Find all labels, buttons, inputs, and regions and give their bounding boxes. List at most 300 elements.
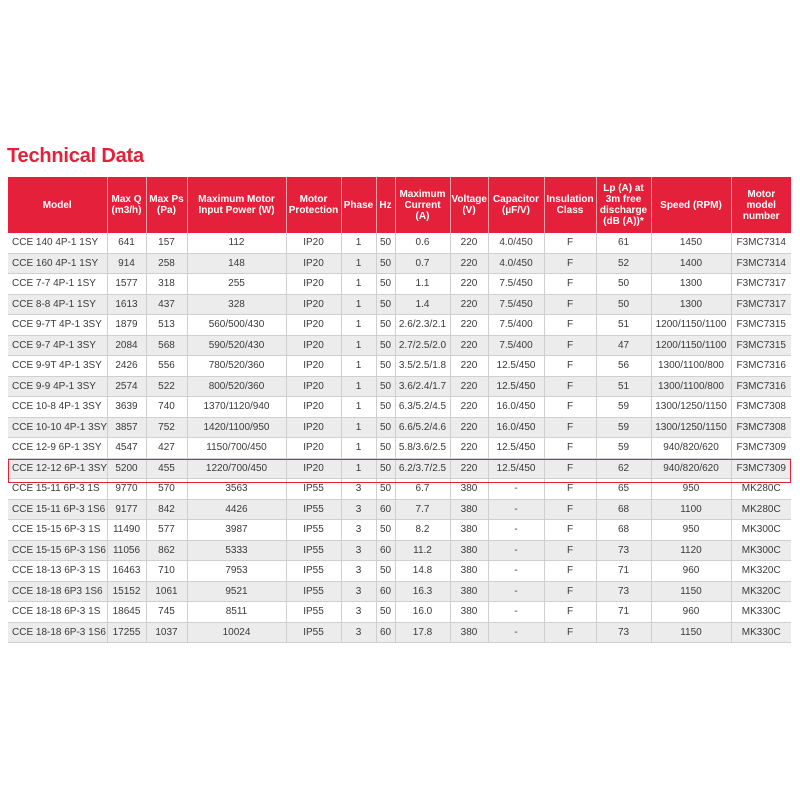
table-cell: 2574	[107, 376, 146, 397]
table-cell: MK320C	[731, 561, 791, 582]
table-cell: 9521	[187, 581, 286, 602]
table-cell: 380	[450, 540, 488, 561]
column-header: Voltage (V)	[450, 177, 488, 233]
table-cell: IP20	[286, 294, 341, 315]
table-cell: -	[488, 602, 544, 623]
table-cell: 1150	[651, 581, 731, 602]
table-cell: 380	[450, 479, 488, 500]
model-cell: CCE 18-18 6P3 1S6	[8, 581, 107, 602]
table-cell: IP20	[286, 458, 341, 479]
table-cell: 50	[376, 438, 395, 459]
table-cell: F3MC7316	[731, 356, 791, 377]
table-cell: 3639	[107, 397, 146, 418]
table-cell: 1577	[107, 274, 146, 295]
table-cell: 51	[596, 315, 651, 336]
table-cell: 570	[146, 479, 187, 500]
table-cell: 50	[376, 417, 395, 438]
model-cell: CCE 15-15 6P-3 1S6	[8, 540, 107, 561]
table-cell: 61	[596, 233, 651, 253]
table-cell: 1120	[651, 540, 731, 561]
table-cell: 68	[596, 520, 651, 541]
table-row	[8, 335, 791, 356]
table-cell: 8.2	[395, 520, 450, 541]
model-cell: CCE 9-9T 4P-1 3SY	[8, 356, 107, 377]
table-cell: 220	[450, 315, 488, 336]
column-header: Model	[8, 177, 107, 233]
column-header: Lp (A) at 3m free discharge (dB (A))*	[596, 177, 651, 233]
table-cell: 16.0/450	[488, 397, 544, 418]
table-cell: 513	[146, 315, 187, 336]
model-cell: CCE 7-7 4P-1 1SY	[8, 274, 107, 295]
table-cell: -	[488, 540, 544, 561]
table-cell: F3MC7309	[731, 458, 791, 479]
table-cell: 800/520/360	[187, 376, 286, 397]
table-cell: 380	[450, 581, 488, 602]
table-cell: 556	[146, 356, 187, 377]
table-cell: 50	[376, 479, 395, 500]
table-cell: 71	[596, 602, 651, 623]
table-cell: 8511	[187, 602, 286, 623]
table-cell: 6.7	[395, 479, 450, 500]
table-cell: 940/820/620	[651, 438, 731, 459]
table-cell: F3MC7314	[731, 253, 791, 274]
table-cell: 842	[146, 499, 187, 520]
column-header: Max Ps (Pa)	[146, 177, 187, 233]
table-cell: F3MC7308	[731, 397, 791, 418]
table-cell: 47	[596, 335, 651, 356]
table-cell: 380	[450, 622, 488, 643]
table-cell: 3.6/2.4/1.7	[395, 376, 450, 397]
table-cell: 1300	[651, 274, 731, 295]
table-cell: 16.0/450	[488, 417, 544, 438]
table-cell: 11490	[107, 520, 146, 541]
model-cell: CCE 12-9 6P-1 3SY	[8, 438, 107, 459]
table-cell: 1400	[651, 253, 731, 274]
table-cell: F	[544, 622, 596, 643]
table-cell: 220	[450, 356, 488, 377]
table-cell: 11056	[107, 540, 146, 561]
table-cell: 15152	[107, 581, 146, 602]
table-cell: F	[544, 294, 596, 315]
table-cell: IP55	[286, 581, 341, 602]
table-cell: 59	[596, 438, 651, 459]
table-cell: 3857	[107, 417, 146, 438]
page-title: Technical Data	[7, 145, 144, 167]
column-header: Motor Protection	[286, 177, 341, 233]
model-cell: CCE 8-8 4P-1 1SY	[8, 294, 107, 315]
table-cell: F	[544, 438, 596, 459]
table-cell: IP55	[286, 479, 341, 500]
table-cell: 318	[146, 274, 187, 295]
table-cell: IP55	[286, 540, 341, 561]
table-cell: 50	[376, 520, 395, 541]
table-cell: MK280C	[731, 499, 791, 520]
table-cell: F	[544, 602, 596, 623]
table-cell: 455	[146, 458, 187, 479]
table-cell: 1	[341, 356, 376, 377]
table-cell: MK330C	[731, 602, 791, 623]
table-cell: 50	[376, 561, 395, 582]
table-cell: MK300C	[731, 520, 791, 541]
model-cell: CCE 9-7 4P-1 3SY	[8, 335, 107, 356]
table-cell: 17255	[107, 622, 146, 643]
table-cell: F	[544, 376, 596, 397]
table-cell: 56	[596, 356, 651, 377]
table-cell: -	[488, 581, 544, 602]
table-cell: 14.8	[395, 561, 450, 582]
table-row	[8, 253, 791, 274]
table-cell: F3MC7316	[731, 376, 791, 397]
table-cell: 73	[596, 540, 651, 561]
table-cell: F	[544, 581, 596, 602]
model-cell: CCE 12-12 6P-1 3SY	[8, 458, 107, 479]
column-header: Phase	[341, 177, 376, 233]
model-cell: CCE 10-8 4P-1 3SY	[8, 397, 107, 418]
table-cell: 1	[341, 294, 376, 315]
table-cell: 1220/700/450	[187, 458, 286, 479]
table-cell: 220	[450, 376, 488, 397]
table-cell: 9177	[107, 499, 146, 520]
table-row	[8, 315, 791, 336]
table-row	[8, 581, 791, 602]
table-cell: MK300C	[731, 540, 791, 561]
table-cell: 220	[450, 253, 488, 274]
table-cell: 0.6	[395, 233, 450, 253]
table-cell: 3	[341, 581, 376, 602]
table-cell: 1200/1150/1100	[651, 315, 731, 336]
table-cell: 560/500/430	[187, 315, 286, 336]
table-cell: 380	[450, 499, 488, 520]
table-cell: 220	[450, 417, 488, 438]
table-cell: 51	[596, 376, 651, 397]
table-cell: 950	[651, 520, 731, 541]
table-cell: 16463	[107, 561, 146, 582]
table-cell: 1200/1150/1100	[651, 335, 731, 356]
table-cell: 50	[376, 294, 395, 315]
table-cell: F3MC7317	[731, 294, 791, 315]
table-cell: 522	[146, 376, 187, 397]
column-header: Max Q (m3/h)	[107, 177, 146, 233]
table-cell: F	[544, 458, 596, 479]
table-cell: 220	[450, 294, 488, 315]
table-cell: 6.3/5.2/4.5	[395, 397, 450, 418]
table-cell: 50	[376, 253, 395, 274]
table-cell: 2426	[107, 356, 146, 377]
table-cell: 50	[376, 397, 395, 418]
column-header: Hz	[376, 177, 395, 233]
table-body	[8, 233, 791, 643]
table-cell: 60	[376, 499, 395, 520]
table-cell: IP55	[286, 520, 341, 541]
column-header: Maximum Motor Input Power (W)	[187, 177, 286, 233]
table-cell: IP20	[286, 315, 341, 336]
table-cell: 3.5/2.5/1.8	[395, 356, 450, 377]
table-cell: F	[544, 397, 596, 418]
table-cell: 0.7	[395, 253, 450, 274]
model-cell: CCE 15-11 6P-3 1S6	[8, 499, 107, 520]
table-cell: IP20	[286, 417, 341, 438]
table-cell: 1879	[107, 315, 146, 336]
table-cell: 5.8/3.6/2.5	[395, 438, 450, 459]
table-cell: 220	[450, 397, 488, 418]
table-row	[8, 376, 791, 397]
table-cell: 1450	[651, 233, 731, 253]
column-header: Speed (RPM)	[651, 177, 731, 233]
table-cell: 148	[187, 253, 286, 274]
table-cell: IP55	[286, 499, 341, 520]
table-cell: 1	[341, 397, 376, 418]
table-cell: F3MC7309	[731, 438, 791, 459]
table-cell: 12.5/450	[488, 356, 544, 377]
table-row	[8, 499, 791, 520]
model-cell: CCE 15-15 6P-3 1S	[8, 520, 107, 541]
table-cell: 60	[376, 540, 395, 561]
table-cell: 6.2/3.7/2.5	[395, 458, 450, 479]
table-cell: 862	[146, 540, 187, 561]
table-cell: 1300/1100/800	[651, 356, 731, 377]
table-cell: 3	[341, 479, 376, 500]
table-cell: -	[488, 520, 544, 541]
table-cell: 1	[341, 376, 376, 397]
table-cell: 577	[146, 520, 187, 541]
model-cell: CCE 15-11 6P-3 1S	[8, 479, 107, 500]
table-cell: 960	[651, 602, 731, 623]
table-cell: IP55	[286, 622, 341, 643]
table-cell: F3MC7308	[731, 417, 791, 438]
table-cell: IP20	[286, 274, 341, 295]
table-cell: 590/520/430	[187, 335, 286, 356]
table-cell: 18645	[107, 602, 146, 623]
table-cell: 73	[596, 622, 651, 643]
table-cell: 59	[596, 417, 651, 438]
table-cell: 9770	[107, 479, 146, 500]
table-cell: IP55	[286, 561, 341, 582]
table-row	[8, 540, 791, 561]
table-cell: F	[544, 520, 596, 541]
table-row	[8, 602, 791, 623]
table-cell: 220	[450, 458, 488, 479]
table-cell: 1100	[651, 499, 731, 520]
table-cell: 220	[450, 274, 488, 295]
table-cell: 1	[341, 438, 376, 459]
table-cell: 258	[146, 253, 187, 274]
table-row	[8, 397, 791, 418]
table-cell: 3	[341, 540, 376, 561]
model-cell: CCE 9-7T 4P-1 3SY	[8, 315, 107, 336]
model-cell: CCE 140 4P-1 1SY	[8, 233, 107, 253]
table-row	[8, 520, 791, 541]
table-cell: 50	[376, 233, 395, 253]
table-cell: 2.6/2.3/2.1	[395, 315, 450, 336]
table-cell: 12.5/450	[488, 376, 544, 397]
table-cell: 437	[146, 294, 187, 315]
table-cell: 7.7	[395, 499, 450, 520]
table-cell: 380	[450, 602, 488, 623]
table-cell: 1300/1250/1150	[651, 397, 731, 418]
model-cell: CCE 18-13 6P-3 1S	[8, 561, 107, 582]
table-cell: 328	[187, 294, 286, 315]
model-cell: CCE 18-18 6P-3 1S	[8, 602, 107, 623]
table-cell: 7.5/400	[488, 335, 544, 356]
table-cell: 220	[450, 335, 488, 356]
table-cell: F3MC7315	[731, 335, 791, 356]
table-cell: 7.5/450	[488, 274, 544, 295]
table-cell: 11.2	[395, 540, 450, 561]
table-cell: 1	[341, 274, 376, 295]
table-cell: 50	[376, 274, 395, 295]
table-cell: 4.0/450	[488, 233, 544, 253]
column-header: Capacitor (µF/V)	[488, 177, 544, 233]
table-cell: -	[488, 561, 544, 582]
table-cell: 3	[341, 520, 376, 541]
table-cell: F3MC7315	[731, 315, 791, 336]
table-cell: IP20	[286, 376, 341, 397]
table-row	[8, 438, 791, 459]
table-cell: 65	[596, 479, 651, 500]
table-cell: F	[544, 540, 596, 561]
table-cell: 1	[341, 315, 376, 336]
table-cell: 1613	[107, 294, 146, 315]
table-cell: -	[488, 622, 544, 643]
table-cell: 3	[341, 499, 376, 520]
table-cell: F	[544, 479, 596, 500]
table-cell: 73	[596, 581, 651, 602]
table-cell: F3MC7314	[731, 233, 791, 253]
table-cell: 1061	[146, 581, 187, 602]
table-cell: 50	[596, 274, 651, 295]
column-header: Maximum Current (A)	[395, 177, 450, 233]
table-row	[8, 233, 791, 253]
table-cell: F	[544, 499, 596, 520]
table-cell: 914	[107, 253, 146, 274]
table-cell: 71	[596, 561, 651, 582]
table-cell: 16.3	[395, 581, 450, 602]
table-cell: 50	[376, 335, 395, 356]
table-cell: 1	[341, 335, 376, 356]
table-cell: 59	[596, 397, 651, 418]
table-cell: 3563	[187, 479, 286, 500]
table-cell: 1420/1100/950	[187, 417, 286, 438]
table-cell: 4.0/450	[488, 253, 544, 274]
table-cell: F	[544, 315, 596, 336]
table-cell: 52	[596, 253, 651, 274]
table-cell: 380	[450, 520, 488, 541]
table-cell: 6.6/5.2/4.6	[395, 417, 450, 438]
table-row	[8, 274, 791, 295]
table-cell: 3	[341, 561, 376, 582]
table-cell: 1	[341, 233, 376, 253]
table-cell: 1	[341, 417, 376, 438]
table-cell: 60	[376, 581, 395, 602]
table-row	[8, 356, 791, 377]
table-cell: 1370/1120/940	[187, 397, 286, 418]
table-cell: -	[488, 499, 544, 520]
table-cell: IP20	[286, 233, 341, 253]
table-row	[8, 417, 791, 438]
table-cell: 12.5/450	[488, 458, 544, 479]
table-cell: 4547	[107, 438, 146, 459]
table-cell: 220	[450, 438, 488, 459]
table-cell: 1150/700/450	[187, 438, 286, 459]
table-cell: 960	[651, 561, 731, 582]
table-cell: 112	[187, 233, 286, 253]
table-cell: 427	[146, 438, 187, 459]
table-cell: 7.5/450	[488, 294, 544, 315]
table-cell: 10024	[187, 622, 286, 643]
table-cell: F	[544, 417, 596, 438]
table-cell: MK280C	[731, 479, 791, 500]
table-cell: 380	[450, 561, 488, 582]
table-cell: 4426	[187, 499, 286, 520]
table-cell: IP20	[286, 253, 341, 274]
table-cell: F	[544, 274, 596, 295]
table-cell: 62	[596, 458, 651, 479]
model-cell: CCE 160 4P-1 1SY	[8, 253, 107, 274]
table-cell: MK320C	[731, 581, 791, 602]
table-row	[8, 479, 791, 500]
model-cell: CCE 9-9 4P-1 3SY	[8, 376, 107, 397]
table-cell: 745	[146, 602, 187, 623]
table-cell: 5333	[187, 540, 286, 561]
table-cell: 3987	[187, 520, 286, 541]
table-cell: 1150	[651, 622, 731, 643]
column-header: Motor model number	[731, 177, 791, 233]
table-cell: 1300	[651, 294, 731, 315]
table-cell: 1300/1100/800	[651, 376, 731, 397]
table-row	[8, 294, 791, 315]
table-cell: IP55	[286, 602, 341, 623]
table-cell: 2.7/2.5/2.0	[395, 335, 450, 356]
table-cell: 1300/1250/1150	[651, 417, 731, 438]
table-row	[8, 622, 791, 643]
table-cell: 1	[341, 458, 376, 479]
table-cell: F	[544, 335, 596, 356]
table-cell: 752	[146, 417, 187, 438]
table-cell: 1.4	[395, 294, 450, 315]
table-cell: F	[544, 253, 596, 274]
table-header	[8, 177, 791, 233]
table-cell: 7953	[187, 561, 286, 582]
table-cell: 2084	[107, 335, 146, 356]
technical-data-table	[8, 177, 791, 643]
table-cell: 16.0	[395, 602, 450, 623]
table-cell: 1	[341, 253, 376, 274]
header-row	[8, 177, 791, 233]
table-cell: 50	[376, 356, 395, 377]
table-cell: 60	[376, 622, 395, 643]
table-cell: 50	[376, 315, 395, 336]
table-cell: IP20	[286, 397, 341, 418]
table-cell: 68	[596, 499, 651, 520]
column-header: Insulation Class	[544, 177, 596, 233]
table-cell: 12.5/450	[488, 438, 544, 459]
table-cell: 568	[146, 335, 187, 356]
table-cell: 220	[450, 233, 488, 253]
table-cell: F	[544, 356, 596, 377]
table-cell: IP20	[286, 438, 341, 459]
table-cell: 740	[146, 397, 187, 418]
table-cell: 5200	[107, 458, 146, 479]
table-cell: IP20	[286, 335, 341, 356]
table-cell: 157	[146, 233, 187, 253]
table-cell: IP20	[286, 356, 341, 377]
table-cell: 1037	[146, 622, 187, 643]
table-cell: 50	[376, 458, 395, 479]
model-cell: CCE 18-18 6P-3 1S6	[8, 622, 107, 643]
table-cell: 3	[341, 602, 376, 623]
table-cell: 940/820/620	[651, 458, 731, 479]
table-cell: F	[544, 561, 596, 582]
